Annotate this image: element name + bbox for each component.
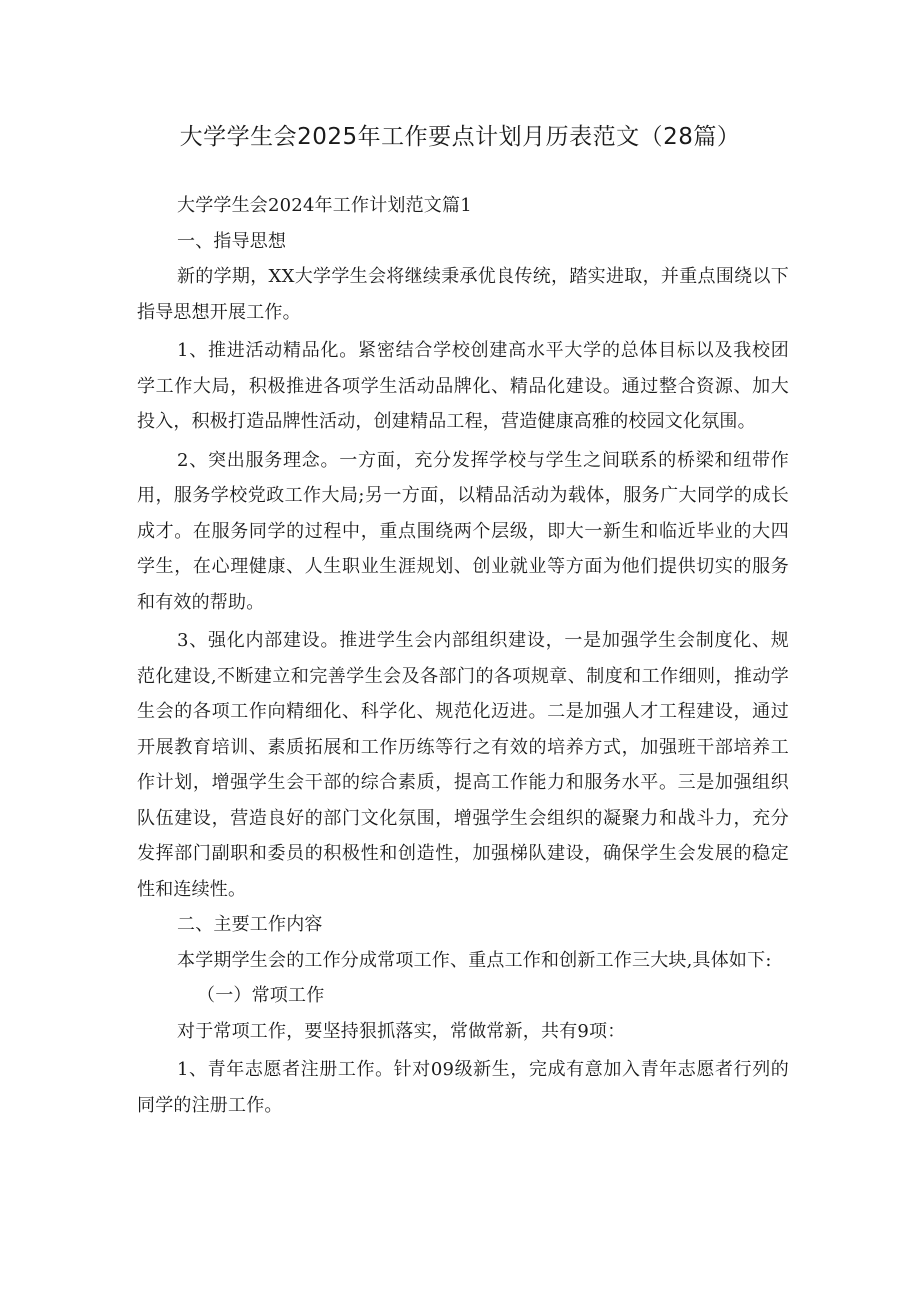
document-title: 大学学生会2025年工作要点计划月历表范文（28篇） [179,124,741,150]
paragraph-point-2: 2、突出服务理念。一方面，充分发挥学校与学生之间联系的桥梁和纽带作用，服务学校党政工作大局;另一方面，以精品活动为载体，服务广大同学的成长成才。在服务同学的过程中，重点围绕两个层级，即大一新生和临近毕业的大四学生，在心理健康、人生职业生涯规划、创业就业等方面为他们提供切实的服务和有效的帮助。 [137,449,789,613]
document-body [137,188,789,1123]
paragraph-routine-intro: 对于常项工作，要坚持狠抓落实，常做常新，共有9项： [177,1020,626,1042]
paragraph-point-3: 3、强化内部建设。推进学生会内部组织建设，一是加强学生会制度化、规范化建设,不断建立和完善学生会及各部门的各项规章、制度和工作细则，推动学生会的各项工作向精细化、科学化、规范化迈进。二是加强人才工程建设，通过开展教育培训、素质拓展和工作历练等行之有效的培养方式，加强班干部培养工作计划，增强学生会干部的综合素质，提高工作能力和服务水平。三是加强组织队伍建设，营造良好的部门文化氛围，增强学生会组织的凝聚力和战斗力，充分发挥部门副职和委员的积极性和创造性，加强梯队建设，确保学生会发展的稳定性和连续性。 [137,630,789,900]
section-heading-guiding-ideology: 一、指导思想 [177,230,287,252]
paragraph-point-1: 1、推进活动精品化。紧密结合学校创建高水平大学的总体目标以及我校团学工作大局，积极推进各项学生活动品牌化、精品化建设。通过整合资源、加大投入，积极打造品牌性活动，创建精品工程，营造健康高雅的校园文化氛围。 [137,340,789,432]
paragraph-work-overview: 本学期学生会的工作分成常项工作、重点工作和创新工作三大块,具体如下: [177,949,772,971]
paragraph-routine-item-1: 1、青年志愿者注册工作。针对09级新生，完成有意加入青年志愿者行列的同学的注册工作。 [137,1059,789,1116]
subsection-heading-routine-work: （一）常项工作 [197,985,325,1006]
paragraph-intro: 新的学期，XX大学学生会将继续秉承优良传统，踏实进取，并重点围绕以下指导思想开展工作。 [137,266,789,323]
section-heading-article: 大学学生会2024年工作计划范文篇1 [177,195,472,216]
section-heading-main-work: 二、主要工作内容 [177,914,323,935]
